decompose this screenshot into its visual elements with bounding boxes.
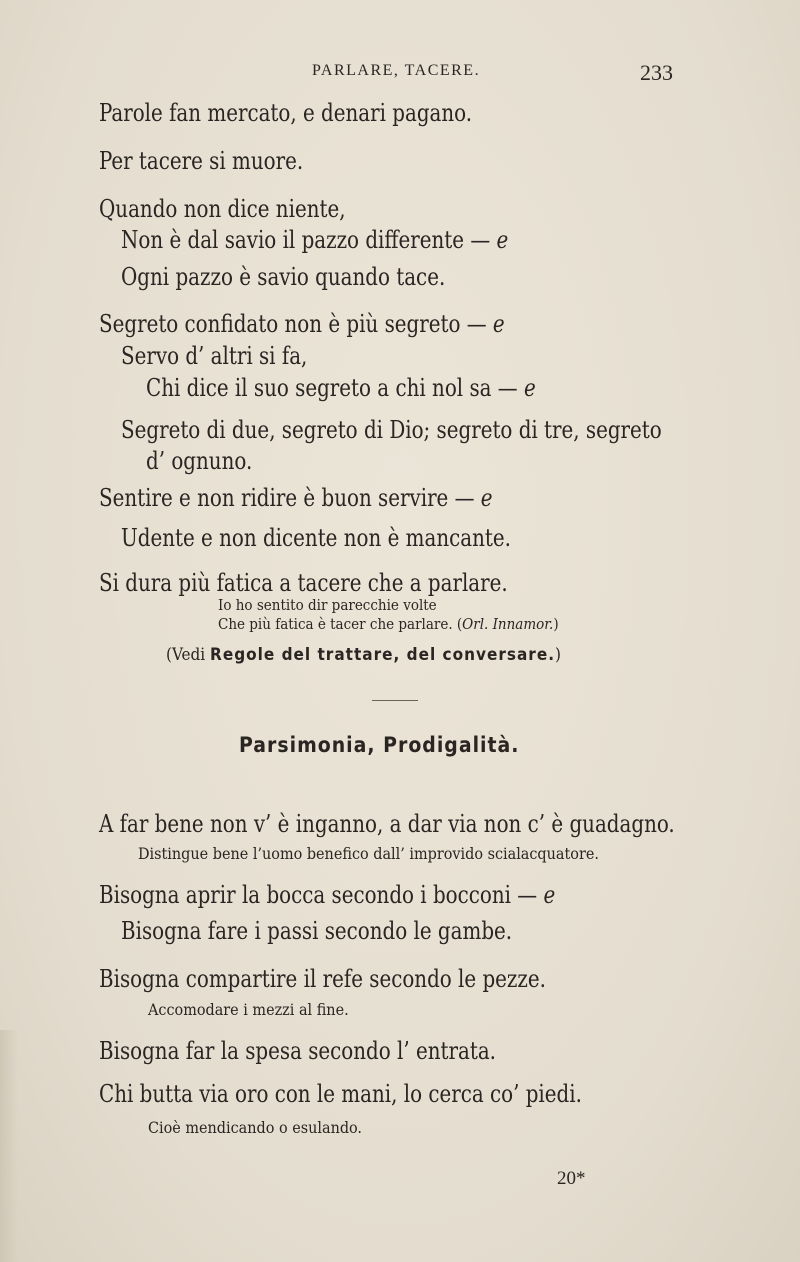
proverb-line: Si dura più fatica a tacere che a parlare. <box>99 569 508 597</box>
proverb-line: Chi butta via oro con le mani, lo cerca co’ piedi. <box>99 1080 582 1108</box>
page-edge-shadow <box>0 1030 18 1262</box>
signature-mark: 20* <box>557 1168 586 1189</box>
proverb-line: Non è dal savio il pazzo differente — e <box>121 226 509 254</box>
note-line: Cioè mendicando o esulando. <box>148 1118 362 1137</box>
proverb-line: A far bene non v’ è inganno, a dar via non c’ è guadagno. <box>99 810 675 838</box>
proverb-line: Segreto di due, segreto di Dio; segreto di tre, segreto <box>121 416 662 444</box>
quote-line: Io ho sentito dir parecchie volte <box>218 596 437 614</box>
proverb-line: Ogni pazzo è savio quando tace. <box>121 263 446 291</box>
proverb-line: Quando non dice niente, <box>99 195 346 223</box>
note-line: Distingue bene l’uomo benefico dall’ improvido scialacquatore. <box>138 844 599 863</box>
proverb-line: Bisogna far la spesa secondo l’ entrata. <box>99 1037 496 1065</box>
section-divider <box>372 700 418 701</box>
note-line: Accomodare i mezzi al fine. <box>148 1000 349 1019</box>
proverb-line: Chi dice il suo segreto a chi nol sa — e <box>146 374 536 402</box>
proverb-line: Per tacere si muore. <box>99 147 304 175</box>
section-title: Parsimonia, Prodigalità. <box>239 733 520 757</box>
proverb-line: Servo d’ altri si fa, <box>121 342 308 370</box>
proverb-line: Bisogna aprir la bocca secondo i bocconi — e <box>99 881 556 909</box>
proverb-line: Segreto confidato non è più segreto — e <box>99 310 505 338</box>
running-head: PARLARE, TACERE. <box>312 62 481 79</box>
page-number: 233 <box>640 60 673 85</box>
proverb-line: Udente e non dicente non è mancante. <box>121 524 511 552</box>
cross-reference-title: Regole del trattare, del conversare. <box>210 645 556 665</box>
page-header <box>0 62 800 92</box>
proverb-line: Sentire e non ridire è buon servire — e <box>99 484 493 512</box>
proverb-line: Parole fan mercato, e denari pagano. <box>99 99 473 127</box>
proverb-line: Bisogna compartire il refe secondo le pezze. <box>99 965 546 993</box>
cross-reference: (Vedi Regole del trattare, del conversare.) <box>166 645 562 665</box>
proverb-line: Bisogna fare i passi secondo le gambe. <box>121 917 513 945</box>
quote-line: Che più fatica è tacer che parlare. (Orl. Innamor.) <box>218 615 559 633</box>
proverb-line: d’ ognuno. <box>146 447 253 475</box>
